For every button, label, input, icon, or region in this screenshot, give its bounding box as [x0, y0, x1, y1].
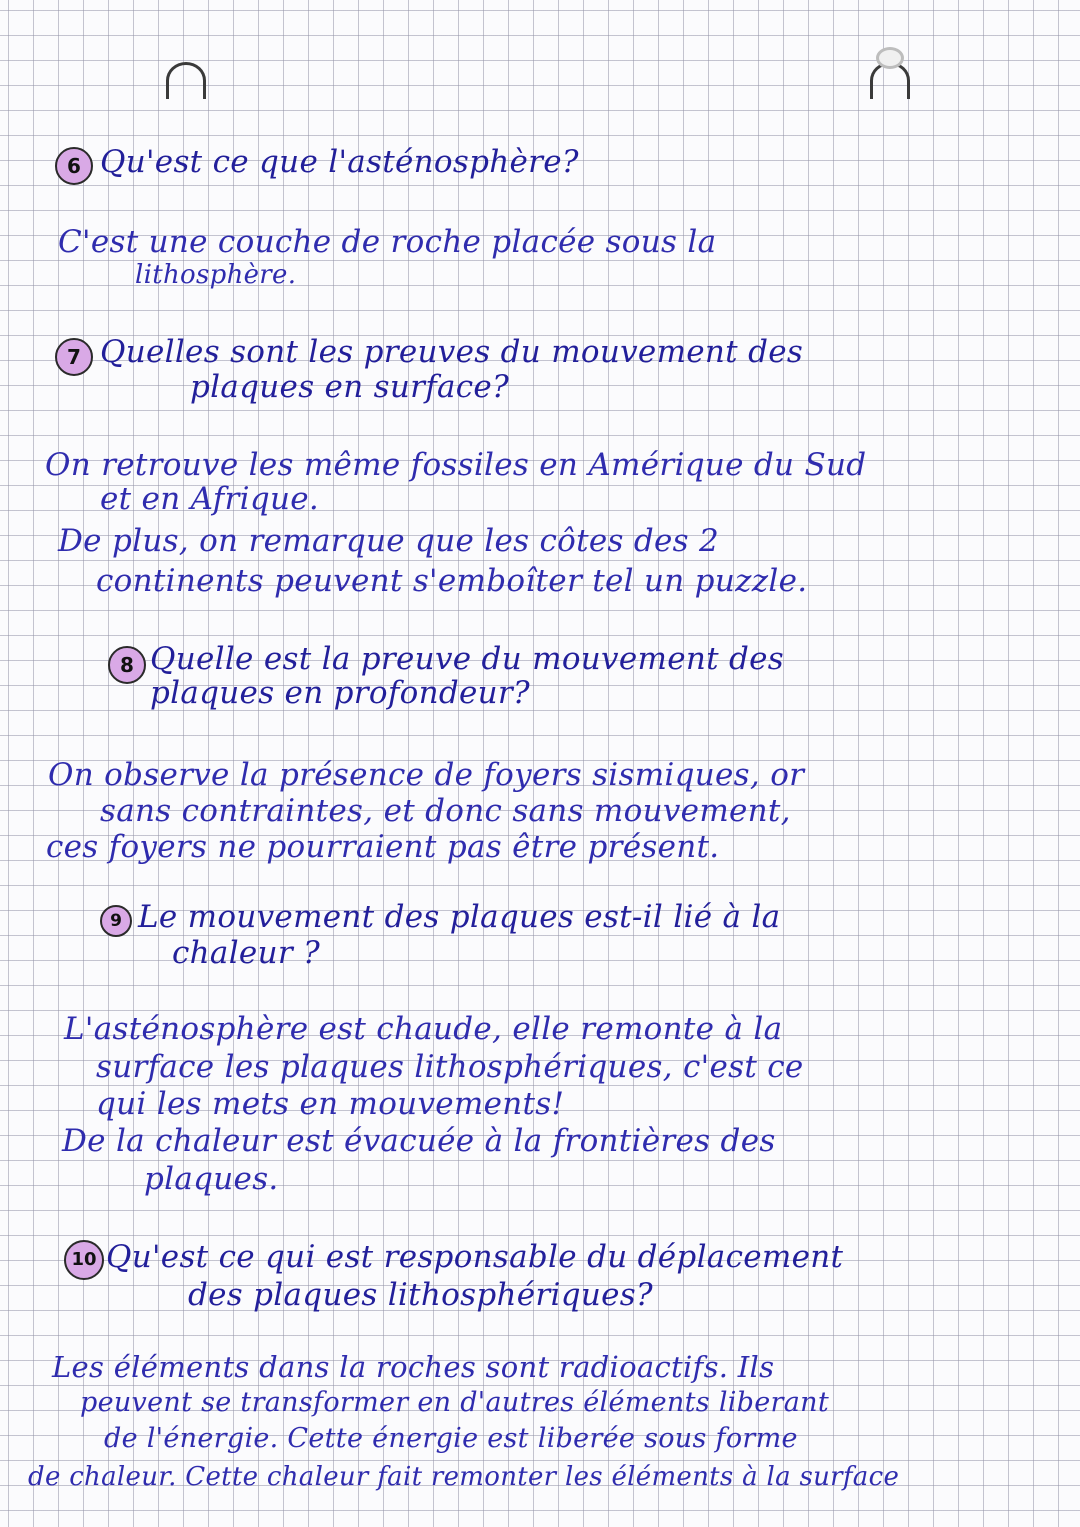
answer-8-line-2: sans contraintes, et donc sans mouvement, [100, 793, 791, 829]
answer-7-line-2: et en Afrique. [100, 481, 320, 517]
question-number-badge: 9 [100, 905, 132, 937]
answer-10-line-1: Les éléments dans la roches sont radioactifs. Ils [52, 1350, 775, 1384]
binder-hole-right [870, 62, 910, 99]
answer-6-line-2: lithosphère. [135, 260, 297, 290]
question-number-badge: 8 [108, 646, 146, 684]
answer-10-line-2: peuvent se transformer en d'autres éléments liberant [80, 1387, 829, 1418]
question-number-badge: 6 [55, 147, 93, 185]
question-10-title-line-2: des plaques lithosphériques? [188, 1277, 653, 1313]
question-8-title-line-2: plaques en profondeur? [150, 675, 530, 711]
answer-8-line-1: On observe la présence de foyers sismiques, or [48, 757, 805, 793]
answer-10-line-3: de l'énergie. Cette énergie est liberée sous forme [104, 1423, 798, 1454]
question-number-badge: 7 [55, 338, 93, 376]
question-8-title-line-1: Quelle est la preuve du mouvement des [150, 641, 785, 677]
question-10-title-line-1: Qu'est ce qui est responsable du déplacement [106, 1239, 844, 1275]
answer-7-line-4: continents peuvent s'emboîter tel un puzzle. [96, 563, 808, 599]
answer-7-line-3: De plus, on remarque que les côtes des 2 [58, 523, 720, 559]
answer-9-line-4: De la chaleur est évacuée à la frontières des [62, 1123, 776, 1159]
question-7-title-line-1: Quelles sont les preuves du mouvement des [100, 334, 804, 370]
question-9-title-line-1: Le mouvement des plaques est-il lié à la [138, 899, 781, 935]
answer-6-line-1: C'est une couche de roche placée sous la [58, 224, 717, 260]
answer-8-line-3: ces foyers ne pourraient pas être présent. [46, 829, 720, 865]
answer-9-line-3: qui les mets en mouvements! [96, 1086, 565, 1122]
binder-hole-left [166, 62, 206, 99]
question-6-title: Qu'est ce que l'asténosphère? [100, 144, 579, 180]
answer-9-line-5: plaques. [144, 1161, 279, 1197]
question-number-badge: 10 [64, 1240, 104, 1280]
answer-9-line-2: surface les plaques lithosphériques, c'est ce [96, 1049, 804, 1085]
answer-10-line-4: de chaleur. Cette chaleur fait remonter les éléments à la surface [28, 1462, 900, 1492]
question-9-title-line-2: chaleur ? [172, 935, 321, 971]
answer-9-line-1: L'asténosphère est chaude, elle remonte à la [64, 1011, 783, 1047]
question-7-title-line-2: plaques en surface? [190, 369, 509, 405]
answer-7-line-1: On retrouve les même fossiles en Amérique du Sud [45, 447, 867, 483]
